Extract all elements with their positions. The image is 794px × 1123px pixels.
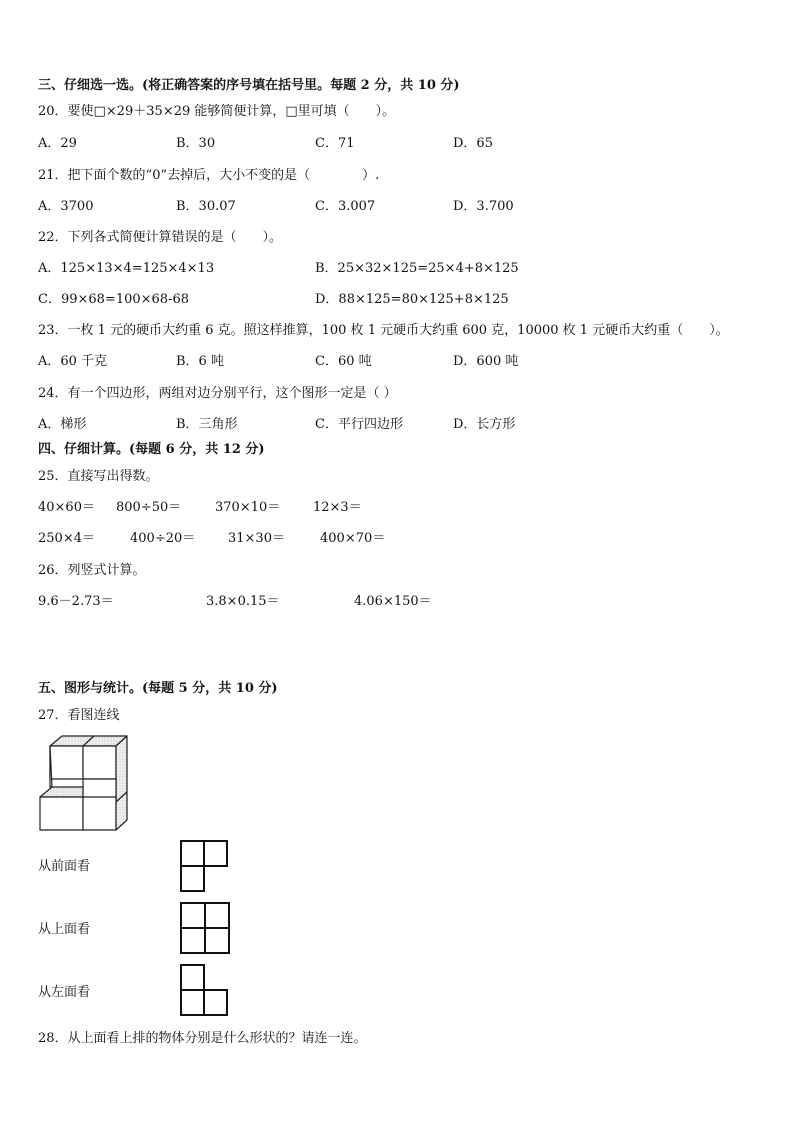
- q25-expr-2: 800÷50＝: [116, 500, 182, 515]
- question-24-stem: 24．有一个四边形，两组对边分别平行，这个图形一定是（ ）: [38, 386, 397, 401]
- q21-option-c: C．3.007: [315, 199, 376, 214]
- q25-expr-8: 400×70＝: [320, 531, 386, 546]
- q23-option-c: C．60 吨: [315, 354, 372, 369]
- q24-option-a: A．梯形: [38, 417, 87, 432]
- q21-option-d: D．3.700: [453, 199, 514, 214]
- section-3-heading: 三、仔细选一选。(将正确答案的序号填在括号里。每题 2 分，共 10 分): [38, 78, 460, 93]
- q25-expr-7: 31×30＝: [228, 531, 285, 546]
- view-front-diagram: [180, 840, 230, 894]
- cube-stack-figure: [38, 734, 132, 832]
- q21-option-a: A．3700: [38, 199, 94, 214]
- question-26-stem: 26．列竖式计算。: [38, 563, 146, 578]
- question-23-stem: 23．一枚 1 元的硬币大约重 6 克。照这样推算，100 枚 1 元硬币大约重 600 克，10000 枚 1 元硬币大约重（ ）。: [38, 323, 729, 338]
- view-label-left: 从左面看: [38, 985, 91, 1000]
- view-left-diagram: [180, 964, 230, 1018]
- view-label-front: 从前面看: [38, 859, 91, 874]
- question-20-stem: 20．要使□×29＋35×29 能够简便计算，□里可填（ ）。: [38, 104, 396, 119]
- q23-option-b: B．6 吨: [176, 354, 224, 369]
- q25-expr-4: 12×3＝: [313, 500, 362, 515]
- q22-option-c: C．99×68=100×68-68: [38, 292, 189, 307]
- q25-expr-1: 40×60＝: [38, 500, 95, 515]
- q21-option-b: B．30.07: [176, 199, 236, 214]
- q25-expr-6: 400÷20＝: [130, 531, 196, 546]
- question-25-stem: 25．直接写出得数。: [38, 469, 159, 484]
- q26-expr-3: 4.06×150＝: [354, 594, 432, 609]
- q26-expr-2: 3.8×0.15＝: [206, 594, 280, 609]
- q22-option-a: A．125×13×4=125×4×13: [38, 261, 215, 276]
- q20-option-b: B．30: [176, 136, 216, 151]
- question-22-stem: 22．下列各式简便计算错误的是（ ）。: [38, 230, 283, 245]
- q20-option-c: C．71: [315, 136, 355, 151]
- q23-option-d: D．600 吨: [453, 354, 519, 369]
- q22-option-b: B．25×32×125=25×4+8×125: [315, 261, 519, 276]
- q24-option-c: C．平行四边形: [315, 417, 403, 432]
- view-label-top: 从上面看: [38, 922, 91, 937]
- question-27-stem: 27．看图连线: [38, 708, 120, 723]
- q25-expr-5: 250×4＝: [38, 531, 95, 546]
- q25-expr-3: 370×10＝: [215, 500, 281, 515]
- question-28-stem: 28．从上面看上排的物体分别是什么形状的？请连一连。: [38, 1031, 367, 1046]
- q20-option-a: A．29: [38, 136, 77, 151]
- q20-option-d: D．65: [453, 136, 493, 151]
- question-21-stem: 21．把下面个数的“0”去掉后，大小不变的是（ ）.: [38, 168, 380, 183]
- q24-option-d: D．长方形: [453, 417, 516, 432]
- section-5-heading: 五、图形与统计。(每题 5 分，共 10 分): [38, 681, 278, 696]
- q23-option-a: A．60 千克: [38, 354, 108, 369]
- section-4-heading: 四、仔细计算。(每题 6 分，共 12 分): [38, 442, 265, 457]
- q22-option-d: D．88×125=80×125+8×125: [315, 292, 509, 307]
- q24-option-b: B．三角形: [176, 417, 238, 432]
- view-top-diagram: [180, 902, 232, 956]
- q26-expr-1: 9.6－2.73＝: [38, 594, 114, 609]
